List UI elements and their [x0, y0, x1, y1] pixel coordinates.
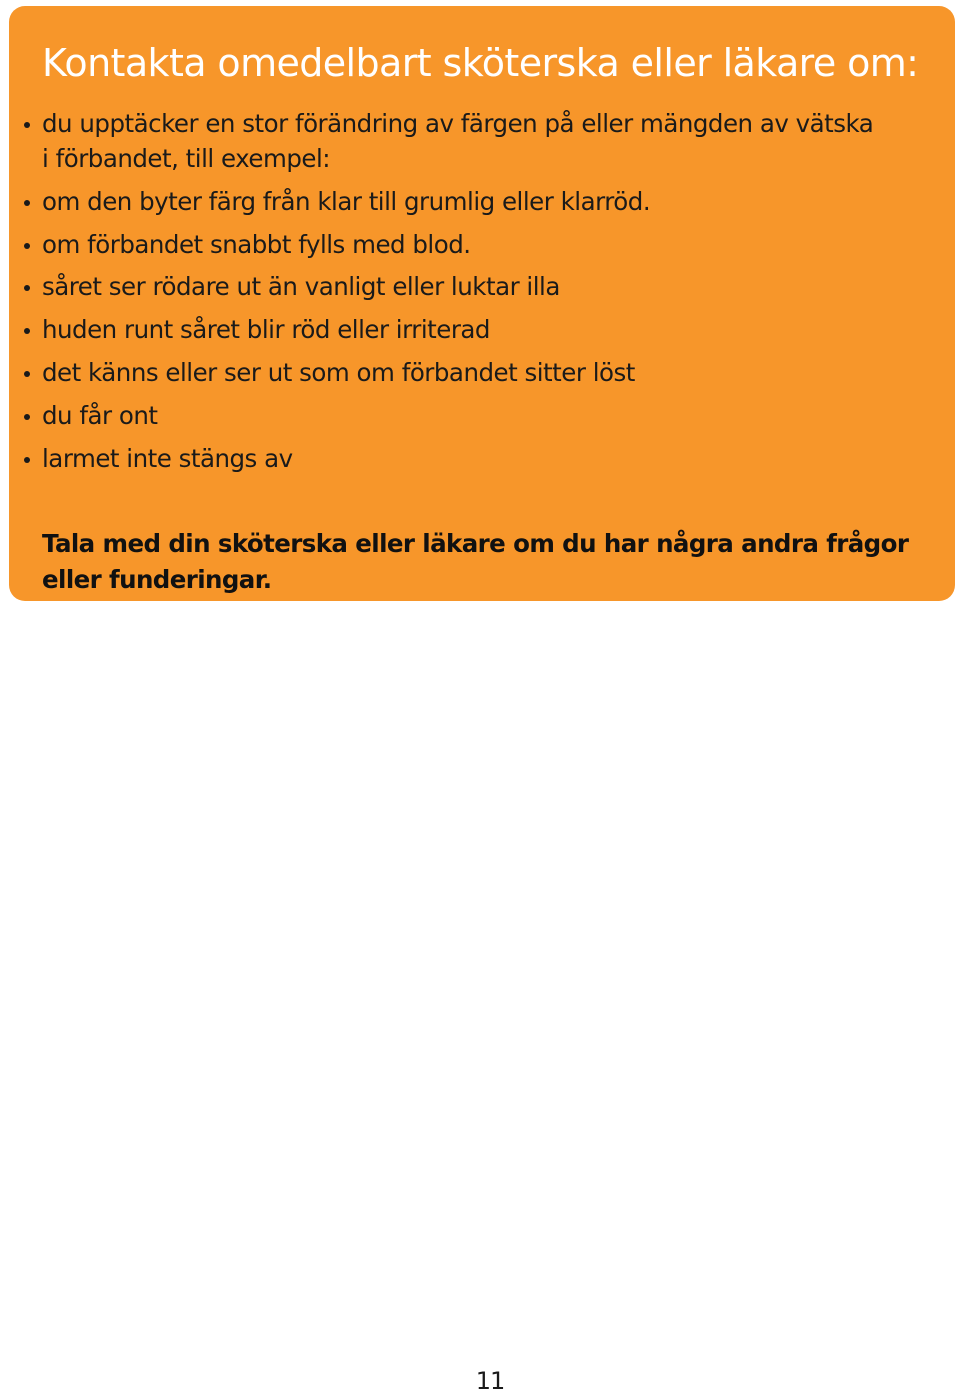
warning-panel — [9, 6, 955, 601]
panel-title: Kontakta omedelbart sköterska eller läkare om: — [42, 41, 919, 85]
bullet-icon — [24, 328, 30, 334]
list-item-text: larmet inte stängs av — [42, 443, 293, 473]
list-item-text: det känns eller ser ut som om förbandet sitter löst — [42, 357, 635, 387]
bullet-icon — [24, 200, 30, 206]
list-item-text: du får ont — [42, 400, 158, 430]
list-item — [24, 227, 934, 262]
symptom-list — [24, 106, 934, 483]
bullet-icon — [24, 457, 30, 463]
list-item — [24, 312, 934, 347]
list-item — [24, 184, 934, 219]
bullet-icon — [24, 243, 30, 249]
list-item-text: såret ser rödare ut än vanligt eller luktar illa — [42, 272, 560, 302]
list-item — [24, 355, 934, 390]
list-item — [24, 106, 882, 176]
footer-note: Tala med din sköterska eller läkare om du har några andra frågor eller funderingar. — [42, 529, 909, 594]
list-item — [24, 269, 934, 304]
bullet-icon — [24, 371, 30, 377]
bullet-icon — [24, 285, 30, 291]
list-item-text: om förbandet snabbt fylls med blod. — [42, 229, 471, 259]
list-item — [24, 441, 934, 476]
list-item — [24, 398, 934, 433]
list-item-text: du upptäcker en stor förändring av färgen på eller mängden av vätska i förbandet, till exempel: — [42, 109, 874, 173]
page-number: 11 — [475, 1367, 505, 1395]
list-item-text: om den byter färg från klar till grumlig eller klarröd. — [42, 186, 651, 216]
list-item-text: huden runt såret blir röd eller irriterad — [42, 315, 490, 345]
bullet-icon — [24, 122, 30, 128]
bullet-icon — [24, 414, 30, 420]
